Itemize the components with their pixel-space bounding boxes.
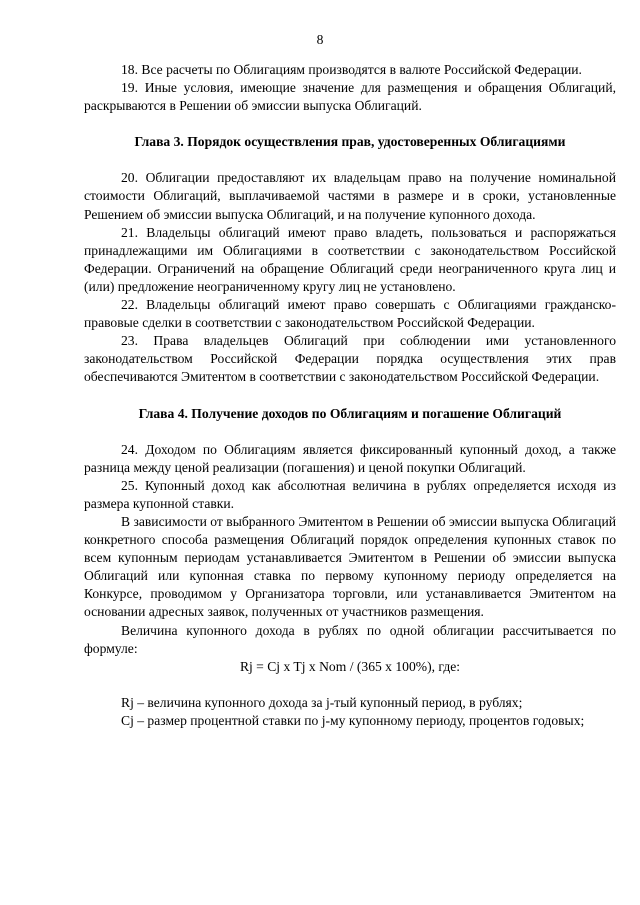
paragraph-25: 25. Купонный доход как абсолютная величина в рублях определяется исходя из размера купонной ставки. [84, 477, 616, 511]
definition-cj: Cj – размер процентной ставки по j-му купонному периоду, процентов годовых; [121, 712, 585, 728]
paragraph-coupon-rate-procedure: В зависимости от выбранного Эмитентом в Решении об эмиссии выпуска Облигаций конкретного способа размещения Облигаций порядок определения купонных ставок по всем купонным периодам устанавливается Эмитентом в Решении об эмиссии выпуска Облигаций или купонная ставка по первому купонному периоду определяется на Конкурсе, проводимом у Организатора торговли, или устанавливается Эмитентом на основании адресных заявок, полученных от участников размещения. [84, 513, 616, 620]
paragraph-18: 18. Все расчеты по Облигациям производятся в валюте Российской Федерации. [121, 62, 582, 77]
paragraph-19: 19. Иные условия, имеющие значение для размещения и обращения Облигаций, раскрываются в Решении об эмиссии выпуска Облигаций. [84, 80, 616, 114]
paragraph-formula-intro: Величина купонного дохода в рублях по одной облигации рассчитывается по формуле: [84, 622, 616, 656]
paragraph-20: 20. Облигации предоставляют их владельцам право на получение номинальной стоимости Облигаций, выплачиваемой частями в размере и в сроки, установленные Решением об эмиссии выпуска Облигаций, и на получение купонного дохода. [84, 170, 616, 222]
paragraph-23: 23. Права владельцев Облигаций при соблюдении ими установленного законодательством Российской Федерации порядка осуществления этих прав обеспечиваются Эмитентом в соответствии с законодательством Российской Федерации. [84, 333, 616, 385]
document-body [84, 61, 616, 730]
chapter-4-heading: Глава 4. Получение доходов по Облигациям и погашение Облигаций [138, 405, 562, 421]
paragraph-22: 22. Владельцы облигаций имеют право совершать с Облигациями гражданско-правовые сделки в соответствии с законодательством Российской Федерации. [84, 297, 616, 331]
definition-rj: Rj – величина купонного дохода за j-тый купонный период, в рублях; [121, 694, 523, 710]
paragraph-21: 21. Владельцы облигаций имеют право владеть, пользоваться и распоряжаться принадлежащими им Облигациями в соответствии с законодательством Российской Федерации. Ограничений на обращение Облигаций среди неограниченного круга лиц и (или) предложение неограниченному кругу лиц не установлено. [84, 224, 616, 294]
coupon-formula: Rj = Cj x Tj x Nom / (365 x 100%), где: [239, 658, 461, 674]
paragraph-24: 24. Доходом по Облигациям является фиксированный купонный доход, а также разница между ценой реализации (погашения) и ценой покупки Облигаций. [84, 441, 616, 475]
chapter-3-heading: Глава 3. Порядок осуществления прав, удостоверенных Облигациями [134, 134, 566, 150]
page-number: 8 [316, 32, 324, 47]
